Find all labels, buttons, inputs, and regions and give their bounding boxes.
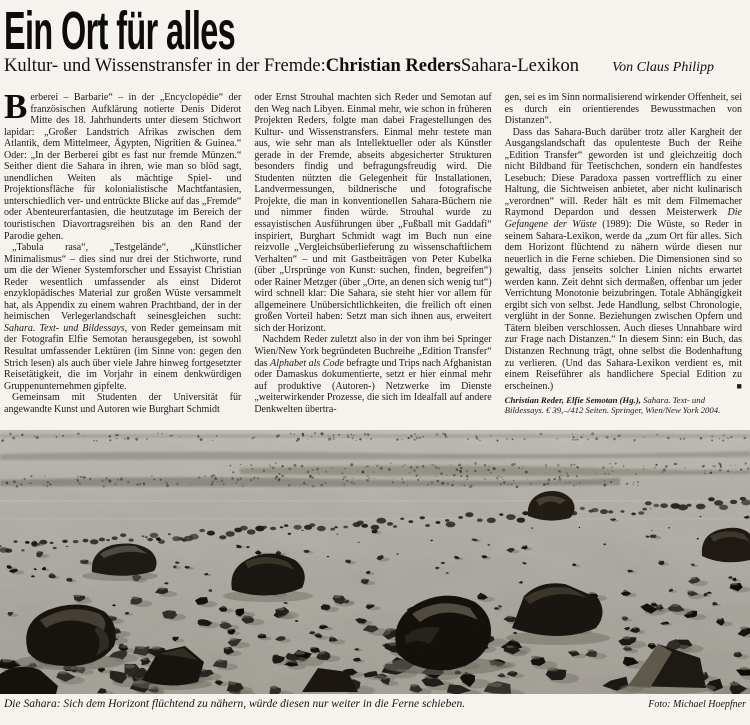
article-column-3 [505, 92, 742, 416]
subhead-suffix: Sahara-Lexikon [460, 56, 580, 76]
text-run: , von Reder gemeinsam mit der Fotografin Elfie Semotan herausgegeben, ist sowohl Resultat umfassender Lektüren (im Sinne von: gegen den Strich lesen) als auch über viele Jahre hinweg fortgesetzter Reisetätigkeit, die im Vorjahr in einem denkwürdigen Gruppenunternehmen gipfelte. [4, 322, 242, 392]
italic-text-run: Die Gefangene der Wüste [504, 207, 742, 231]
text-run: Gemeinsam mit Studenten der Universität für angewandte Kunst und Autoren wie Burghart Schmidt [4, 392, 242, 415]
paragraph [4, 242, 241, 392]
subhead-author-name: Christian Reders [325, 56, 461, 76]
paragraph [505, 92, 742, 127]
text-run: „Tabula rasa“, „Testgelände“, „Künstlicher Minimalismus“ – dies sind nur drei der Stichworte, rund um die der Wiener Systemforscher und Essayist Christian Reder wesentlich umfassender als einst Diderot enzyklopädisches Material zur großen Wüste versammelt hat, als Appendix zu einem wahren Prachtband, der in der heimischen Verlegerlandschaft seinesgleichen sucht: [4, 242, 242, 323]
text-run: Dass das Sahara-Buch darüber trotz aller Kargheit der Ausgangslandschaft das opulenteste Buch der Reihe „Edition Transfer“ geworden ist und gleichzeitig doch nicht Bildband für Teetischchen, sondern ein handfestes Lesebuch: Diese Paradoxa passen vortrefflich zu einer Haltung, die Sichtweisen anbietet, aber nicht kulinarisch „verordnen“ will. Reder hält es mit dem Filmemacher Raymond Depardon und dessen Meisterwerk [504, 126, 742, 219]
book-credit [505, 395, 742, 415]
subhead-text: Kultur- und Wissenstransfer in der Fremde: [4, 56, 326, 76]
photo-film-grain [0, 430, 750, 694]
text-run: (1989): Die Wüste, so Reder in seinem Sahara-Lexikon, werde da „zum Ort für alles. Sich dem Horizont flüchtend zu nähern würde diesen nur neuerlich in die Ferne schieben. Die Dimensionen sind so gewaltig, dass jenseits solcher Linien nichts erwartet werden kann. Zeit dehnt sich dermaßen, offenbar um jeder Verrichtung Monotonie beizubringen. Totale Abhängigkeit ergibt sich von selbst. Jede Handlung, selbst Chronologie, verglüht in der Sonne. Beziehungen zwischen Opfern und Tätern bleiben verschlossen. Auch dieses Unnahbare wird zur Frage nach Distanzen.“ In diesem Sinn: ein Buch, das Distanzen Rechnung trägt, ohne selbst die Bodenhaftung zu verlieren. (Und das Sahara-Lexikon verdient es, mit einem Reiseführer als handlichere Special Edition zu erscheinen.) [504, 219, 742, 392]
text-run: erberei – Barbarie“ – in der „Encyclopédie“ der französischen Aufklärung notierte Denis Diderot Mitte des 18. Jahrhunderts unter diesem Stichwort lapidar: „Großer Landstrich Afrikas zwischen dem Atlantik, dem Mittelmeer, Ägypten, Nigritien & Guinea.“ Oder: „In der Berberei gibt es fast nur fremde Münzen.“ Seither dient die Sahara in ihren, wie man so blöd sagt, unendlichen Weiten als mächtige Spiel- und Projektionsfläche für kolonialistische Machtfantasien, unterschiedlich ver- und entrückte Blicke auf das „Fremde“ oder Abenteurerfantasien, die heutzutage im Bereich der touristischen Diavortragsreihen bis an den Rand der Parodie gehen. [4, 92, 242, 242]
article-column-1 [4, 87, 242, 416]
text-run: gen, sei es im Sinn normalisierend wirkender Offenheit, sei es durch ein orientierendes Bewusstmachen von Distanzen“. [504, 92, 742, 127]
desert-photo [0, 430, 750, 694]
article-headline: Ein Ort für alles [4, 1, 236, 61]
text-run: Nachdem Reder zuletzt also in der von ihm bei Springer Wien/New York begründeten Buchreihe „Edition Transfer“ das [254, 334, 492, 369]
end-mark: ■ [736, 380, 742, 391]
book-credit-details: Sahara. Text- und Bildessays. € 39,–/412 Seiten. Springer, Wien/New York 2004. [504, 395, 721, 416]
article-subhead [4, 56, 744, 77]
article-columns [4, 87, 742, 416]
italic-text-run: Sahara. Text- und Bildessays [4, 322, 125, 334]
photo-caption-row [4, 698, 746, 710]
text-run: befragte und Trips nach Afghanistan oder Damaskus dokumentierte, setzt er hier einmal mehr auf produktive (Autoren-) Netzwerke im Dienste „weiterwirkender Prozesse, die sich im Idealfall auf andere Denkwelten übertra- [254, 357, 492, 415]
photo-credit: Foto: Michael Hoepfner [648, 699, 746, 710]
paragraph [254, 92, 491, 334]
photo-caption: Die Sahara: Sich dem Horizont flüchtend zu nähern, würde diesen nur weiter in die Ferne schieben. [4, 698, 466, 710]
paragraph [254, 334, 491, 415]
paragraph [4, 87, 242, 242]
drop-cap: B [4, 87, 28, 126]
book-credit-authors: Christian Reder, Elfie Semotan (Hg.), [504, 395, 641, 406]
paragraph [4, 392, 241, 415]
italic-text-run: Alphabet als Code [270, 357, 344, 369]
text-run: oder Ernst Strouhal machten sich Reder und Semotan auf den Weg nach Libyen. Einmal mehr, wie schon in früheren Projekten Reders, folgte man dabei Fragestellungen des Kultur- und Wissenstransfers. Einmal mehr testete man aus, wie sehr man als Intellektueller oder als Künstler gerade in der Fremde, abseits abgesicherter Strukturen besonders findig und befragungsfreudig wird. Die Studenten nützten die Gelegenheit für Installationen, Landvermessungen, bildnerische und fotografische Projekte, die man in konventionellen Sahara-Büchern nie und nimmer finden würde. Strouhal wurde zu essayistischen Ausführungen über „Fußball mit Gaddafi“ inspiriert, Burghart Schmidt wagt im Buch nun eine reizvolle „Vergleichsüberlieferung zu wissenschaftlichem Verhalten“ – und mit Gastbeiträgen von Peter Kubelka (über „Ursprünge von Kunst: suchen, finden, begreifen“) oder Rainer Metzger (über „Orte, an denen sich wenig tut“) wird schnell klar: Die Sahara, sie steht hier vor allem für allgemeinere Unübersichtlichkeiten, die freilich oft einen großen Vorteil haben: Setzt man sich ihnen aus, erweitert sich der Horizont. [254, 92, 492, 334]
paragraph [505, 127, 742, 393]
article-column-2 [254, 92, 491, 416]
byline: Von Claus Philipp [612, 60, 714, 75]
